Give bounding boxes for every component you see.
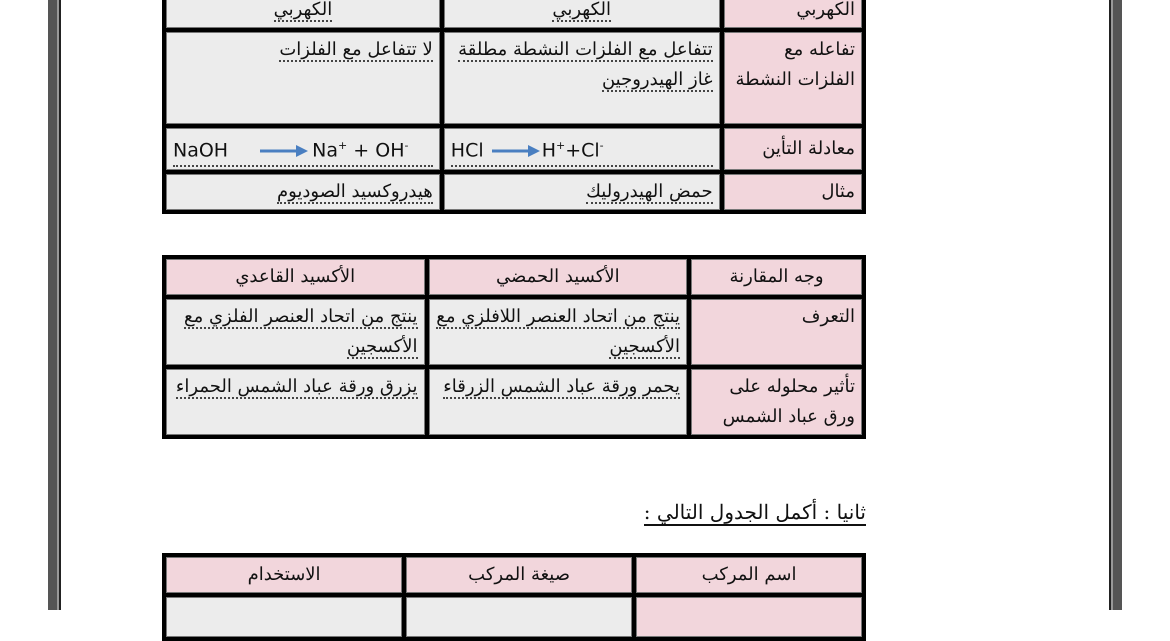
- acid-conductivity-cell: الكهربي: [444, 0, 720, 28]
- base-conductivity-cell: الكهربي: [166, 0, 440, 28]
- row-header-example: مثال: [724, 174, 862, 210]
- reaction-arrow-icon: [258, 144, 310, 158]
- header-acidic-oxide: الأكسيد الحمضي: [429, 259, 688, 295]
- header-comparison-aspect: وجه المقارنة: [691, 259, 862, 295]
- table-row: [166, 0, 862, 28]
- header-compound-formula: صيغة المركب: [406, 557, 632, 593]
- base-example-cell: هيدروكسيد الصوديوم: [166, 174, 440, 210]
- table-row: [166, 369, 862, 435]
- table-row: [166, 32, 862, 124]
- basic-oxide-definition: ينتج من اتحاد العنصر الفلزي مع الأكسجين: [166, 299, 425, 365]
- reaction-arrow-icon: [492, 144, 540, 158]
- compound-formula-cell: [406, 597, 632, 637]
- table-row: [166, 299, 862, 365]
- acid-ionization-equation: HCl H++Cl-: [444, 128, 720, 170]
- row-header-litmus-effect: تأثير محلوله على ورق عباد الشمس: [691, 369, 862, 435]
- compound-table: [162, 553, 866, 641]
- acid-example-cell: حمض الهيدروليك: [444, 174, 720, 210]
- compound-name-cell: [636, 597, 862, 637]
- header-basic-oxide: الأكسيد القاعدي: [166, 259, 425, 295]
- basic-oxide-litmus: يزرق ورقة عباد الشمس الحمراء: [166, 369, 425, 435]
- section-heading: ثانيا : أكمل الجدول التالي :: [643, 500, 866, 524]
- page-border-right: [1113, 0, 1122, 610]
- table-row: [166, 174, 862, 210]
- compound-use-cell: [166, 597, 402, 637]
- oxide-comparison-table: [162, 255, 866, 439]
- table-row: [166, 597, 862, 637]
- page-border-left: [48, 0, 57, 610]
- row-header-ionization: معادلة التأين: [724, 128, 862, 170]
- table-row: [166, 128, 862, 170]
- header-compound-use: الاستخدام: [166, 557, 402, 593]
- header-compound-name: اسم المركب: [636, 557, 862, 593]
- acidic-oxide-litmus: يحمر ورقة عباد الشمس الزرقاء: [429, 369, 688, 435]
- row-header-definition: التعرف: [691, 299, 862, 365]
- row-header-metal-reaction: تفاعله مع الفلزات النشطة: [724, 32, 862, 124]
- acid-base-comparison-table: [162, 0, 866, 214]
- acidic-oxide-definition: ينتج من اتحاد العنصر اللافلزي مع الأكسجين: [429, 299, 688, 365]
- base-metal-reaction-cell: لا تتفاعل مع الفلزات: [166, 32, 440, 124]
- table-row: [166, 259, 862, 295]
- base-ionization-equation: NaOH Na+ + OH-: [166, 128, 440, 170]
- row-header-conductivity: الكهربي: [724, 0, 862, 28]
- table-row: [166, 557, 862, 593]
- acid-metal-reaction-cell: تتفاعل مع الفلزات النشطة مطلقة غاز الهيدروجين: [444, 32, 720, 124]
